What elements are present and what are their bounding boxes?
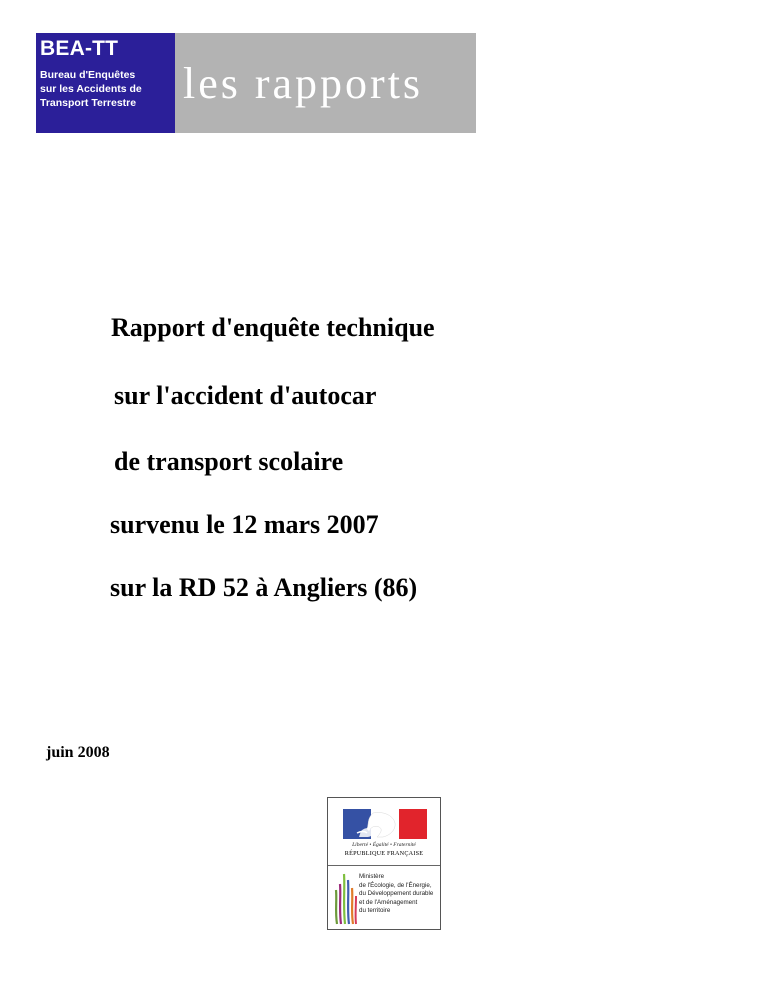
logo-divider	[328, 865, 440, 866]
ministry-line-2: de l'Écologie, de l'Énergie,	[359, 881, 432, 889]
ministry-line-4: et de l'Aménagement	[359, 898, 418, 906]
marianne-logo	[328, 798, 440, 865]
bea-tt-subtitle-2: sur les Accidents de	[40, 83, 142, 95]
ministry-logo	[327, 797, 441, 930]
bea-tt-subtitle-1: Bureau d'Enquêtes	[40, 69, 136, 81]
ministry-line-5: du territoire	[359, 907, 391, 915]
header-banner	[36, 33, 476, 133]
bea-tt-title: BEA-TT	[40, 37, 119, 60]
report-title-line-3: de transport scolaire	[114, 447, 344, 476]
ministry-stripes-icon	[332, 870, 358, 926]
marianne-flag-icon	[343, 809, 427, 839]
report-title-line-4: survenu le 12 mars 2007	[110, 510, 379, 539]
report-title-line-5: sur la RD 52 à Angliers (86)	[110, 573, 418, 602]
republique-francaise-label: RÉPUBLIQUE FRANÇAISE	[344, 850, 424, 857]
bea-tt-subtitle-3: Transport Terrestre	[40, 97, 137, 109]
ministry-name	[359, 873, 433, 916]
bea-tt-logo	[36, 33, 175, 133]
republic-motto: Liberté • Égalité • Fraternité	[352, 842, 416, 848]
report-title-line-2: sur l'accident d'autocar	[114, 381, 377, 410]
ministry-line-3: du Développement durable	[359, 890, 434, 898]
report-title-line-1: Rapport d'enquête technique	[111, 313, 435, 342]
publication-date: juin 2008	[46, 744, 110, 761]
banner-text: les rapports	[175, 33, 476, 133]
ministry-line-1: Ministère	[359, 873, 385, 880]
